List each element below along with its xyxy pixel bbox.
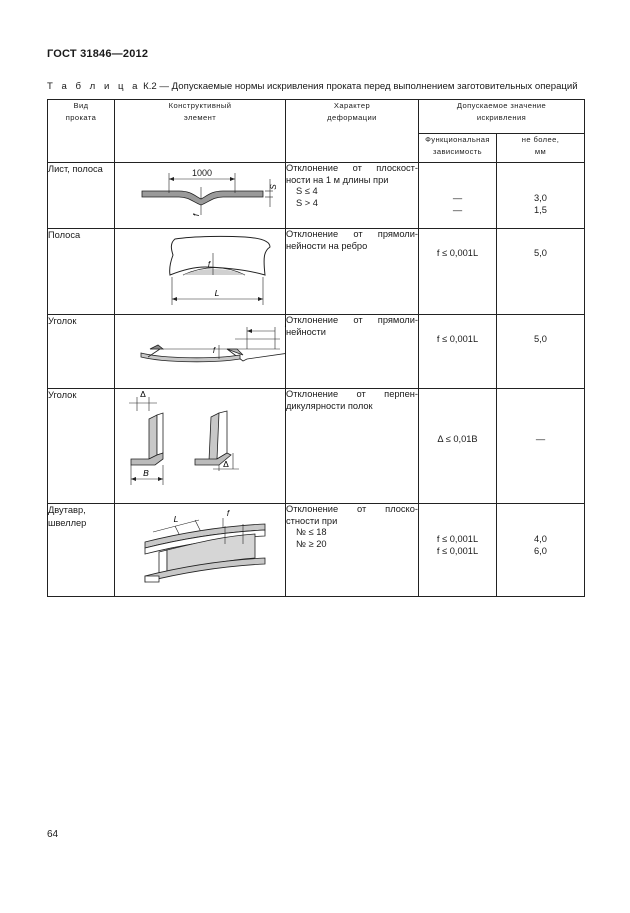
row-description: Отклонение от плоско- стности при № ≤ 18 № ≥ 20 xyxy=(286,504,419,597)
table-row xyxy=(48,229,585,315)
page-number: 64 xyxy=(47,829,59,840)
header-function: Функциональная зависимость xyxy=(419,134,497,163)
sketch-ibeam xyxy=(115,504,286,597)
sketch-width-label: B xyxy=(143,468,149,478)
tolerance-table xyxy=(47,99,585,597)
row-limit: 3,0 1,5 xyxy=(497,163,585,229)
row-limit: — xyxy=(497,389,585,504)
sketch-angle xyxy=(115,315,286,389)
sketch-length-label: L xyxy=(173,514,179,524)
table-row xyxy=(48,315,585,389)
sketch-angle-flanges xyxy=(115,389,286,504)
header-deformation: Характер деформации xyxy=(286,100,419,163)
caption-number: К.2 xyxy=(143,81,157,92)
row-description: Отклонение от прямоли- нейности xyxy=(286,315,419,389)
header-kind: Вид проката xyxy=(48,100,115,163)
caption-text: — Допускаемые нормы искривления проката перед выполнением заготовительных операций xyxy=(159,81,578,92)
sketch-deflection-label: f xyxy=(192,213,201,217)
row-description: Отклонение от плоскост- ности на 1 м длины при S ≤ 4 S > 4 xyxy=(286,163,419,229)
sketch-deflection-label: f xyxy=(212,346,216,355)
sketch-length-label: L xyxy=(214,288,220,298)
table-caption xyxy=(47,81,578,92)
row-function: f ≤ 0,001L f ≤ 0,001L xyxy=(419,504,497,597)
row-function: — — xyxy=(419,163,497,229)
header-allowed: Допускаемое значение искривления xyxy=(419,100,585,134)
row-description: Отклонение от прямоли- нейности на ребро xyxy=(286,229,419,315)
sketch-thickness-label: S xyxy=(269,184,278,190)
row-limit: 4,0 6,0 xyxy=(497,504,585,597)
sketch-strip xyxy=(115,229,286,315)
sketch-delta-left-label: Δ xyxy=(140,389,146,399)
row-description: Отклонение от перпен- дикулярности полок xyxy=(286,389,419,504)
row-function: f ≤ 0,001L xyxy=(419,229,497,315)
table-row xyxy=(48,504,585,597)
row-kind: Лист, полоса xyxy=(48,163,115,229)
sketch-deflection-label: f xyxy=(226,509,230,518)
header-limit: не более, мм xyxy=(497,134,585,163)
header-element: Конструктивный элемент xyxy=(115,100,286,163)
caption-label: Т а б л и ц а xyxy=(47,81,141,92)
sketch-length-label xyxy=(285,319,286,329)
row-function: f ≤ 0,001L xyxy=(419,315,497,389)
table-row xyxy=(48,163,585,229)
sketch-deflection-label: f xyxy=(207,260,211,269)
document-code: ГОСТ 31846—2012 xyxy=(47,48,149,60)
table-row xyxy=(48,389,585,504)
row-kind: Уголок xyxy=(48,389,115,504)
row-limit: 5,0 xyxy=(497,315,585,389)
sketch-length-label: 1000 xyxy=(191,168,213,178)
row-kind: Уголок xyxy=(48,315,115,389)
row-function: Δ ≤ 0,01B xyxy=(419,389,497,504)
row-kind: Полоса xyxy=(48,229,115,315)
sketch-sheet xyxy=(115,163,286,229)
sketch-delta-right-label: Δ xyxy=(223,459,229,469)
row-limit: 5,0 xyxy=(497,229,585,315)
row-kind: Двутавр, швеллер xyxy=(48,504,115,597)
